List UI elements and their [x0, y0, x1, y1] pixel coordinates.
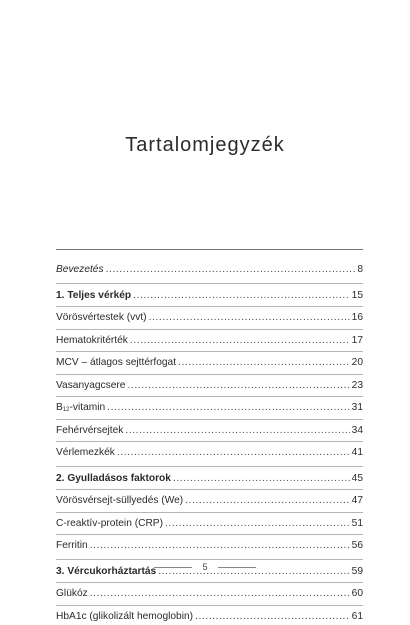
entry-divider	[56, 351, 363, 352]
entry-divider	[56, 582, 363, 583]
section-divider	[56, 283, 363, 284]
leader-dots	[127, 378, 349, 395]
label-subscript: 12	[63, 407, 70, 413]
toc-label: Bevezetés	[56, 262, 104, 279]
leader-dots	[107, 400, 350, 417]
toc-label: Hematokritérték	[56, 333, 128, 350]
toc-label: Glükóz	[56, 586, 88, 603]
entry-divider	[56, 374, 363, 375]
entry-divider	[56, 534, 363, 535]
toc-entry[interactable]	[56, 423, 363, 440]
entry-divider	[56, 396, 363, 397]
toc-label: Vörösvértestek (vvt)	[56, 310, 147, 327]
leader-dots	[149, 310, 350, 327]
toc-label	[56, 400, 105, 419]
toc-entry[interactable]	[56, 355, 363, 372]
entry-divider	[56, 605, 363, 606]
toc-label: Vörösvérsejt-süllyedés (We)	[56, 493, 183, 510]
toc-page-number: 45	[352, 471, 363, 488]
toc-page-number: 31	[352, 400, 363, 417]
entry-divider	[56, 329, 363, 330]
toc-page-number: 15	[352, 288, 363, 305]
toc-label: MCV – átlagos sejttérfogat	[56, 355, 176, 372]
leader-dots	[130, 333, 350, 350]
title-rule	[56, 249, 363, 250]
toc-label: Vérlemezkék	[56, 445, 115, 462]
toc-page-number: 61	[352, 609, 363, 625]
toc-page-number: 47	[352, 493, 363, 510]
page-footer	[0, 562, 410, 572]
section-divider	[56, 559, 363, 560]
leader-dots	[133, 288, 350, 305]
toc-entry[interactable]	[56, 378, 363, 395]
leader-dots	[178, 355, 350, 372]
toc-entry[interactable]	[56, 609, 363, 625]
toc-entry-intro[interactable]	[56, 262, 363, 279]
page-number: 5	[202, 562, 207, 572]
entry-divider	[56, 306, 363, 307]
toc-entry[interactable]	[56, 333, 363, 350]
chapter-title: 1. Teljes vérkép	[56, 288, 131, 305]
toc-page-number: 17	[352, 333, 363, 350]
toc-label: Ferritin	[56, 538, 88, 555]
leader-dots	[117, 445, 350, 462]
toc-entry[interactable]	[56, 310, 363, 327]
toc-page-number: 41	[352, 445, 363, 462]
leader-dots	[195, 609, 350, 625]
toc-entry[interactable]	[56, 516, 363, 533]
toc-page-number: 51	[352, 516, 363, 533]
toc-page-number: 34	[352, 423, 363, 440]
entry-divider	[56, 441, 363, 442]
chapter-title: 2. Gyulladásos faktorok	[56, 471, 171, 488]
toc-page-number: 20	[352, 355, 363, 372]
chapter-title: 3. Vércukorháztartás	[56, 564, 156, 581]
toc-chapter-2[interactable]	[56, 471, 363, 488]
leader-dots	[185, 493, 349, 510]
leader-dots	[106, 262, 356, 279]
footer-line-right	[218, 567, 256, 568]
toc-label: C-reaktív-protein (CRP)	[56, 516, 163, 533]
toc-entry[interactable]	[56, 586, 363, 603]
entry-divider	[56, 419, 363, 420]
entry-divider	[56, 489, 363, 490]
toc-page-number: 23	[352, 378, 363, 395]
toc-label: HbA1c (glikolizált hemoglobin)	[56, 609, 193, 625]
leader-dots	[125, 423, 349, 440]
label-main: B	[56, 402, 63, 413]
toc-entry[interactable]	[56, 538, 363, 555]
leader-dots	[90, 586, 350, 603]
toc-page-number: 16	[352, 310, 363, 327]
toc-page-number: 59	[352, 564, 363, 581]
toc-entry[interactable]	[56, 445, 363, 462]
label-rest: -vitamin	[69, 402, 105, 413]
toc-page-number: 60	[352, 586, 363, 603]
leader-dots	[90, 538, 350, 555]
toc-label: Vasanyagcsere	[56, 378, 125, 395]
toc-chapter-1[interactable]	[56, 288, 363, 305]
leader-dots	[165, 516, 350, 533]
entry-divider	[56, 512, 363, 513]
section-divider	[56, 466, 363, 467]
toc-page-number: 8	[357, 262, 363, 279]
toc-page-number: 56	[352, 538, 363, 555]
footer-line-left	[154, 567, 192, 568]
toc-entry[interactable]	[56, 493, 363, 510]
leader-dots	[173, 471, 350, 488]
page-title: Tartalomjegyzék	[0, 134, 410, 157]
toc-label: Fehérvérsejtek	[56, 423, 123, 440]
toc-entry[interactable]	[56, 400, 363, 417]
